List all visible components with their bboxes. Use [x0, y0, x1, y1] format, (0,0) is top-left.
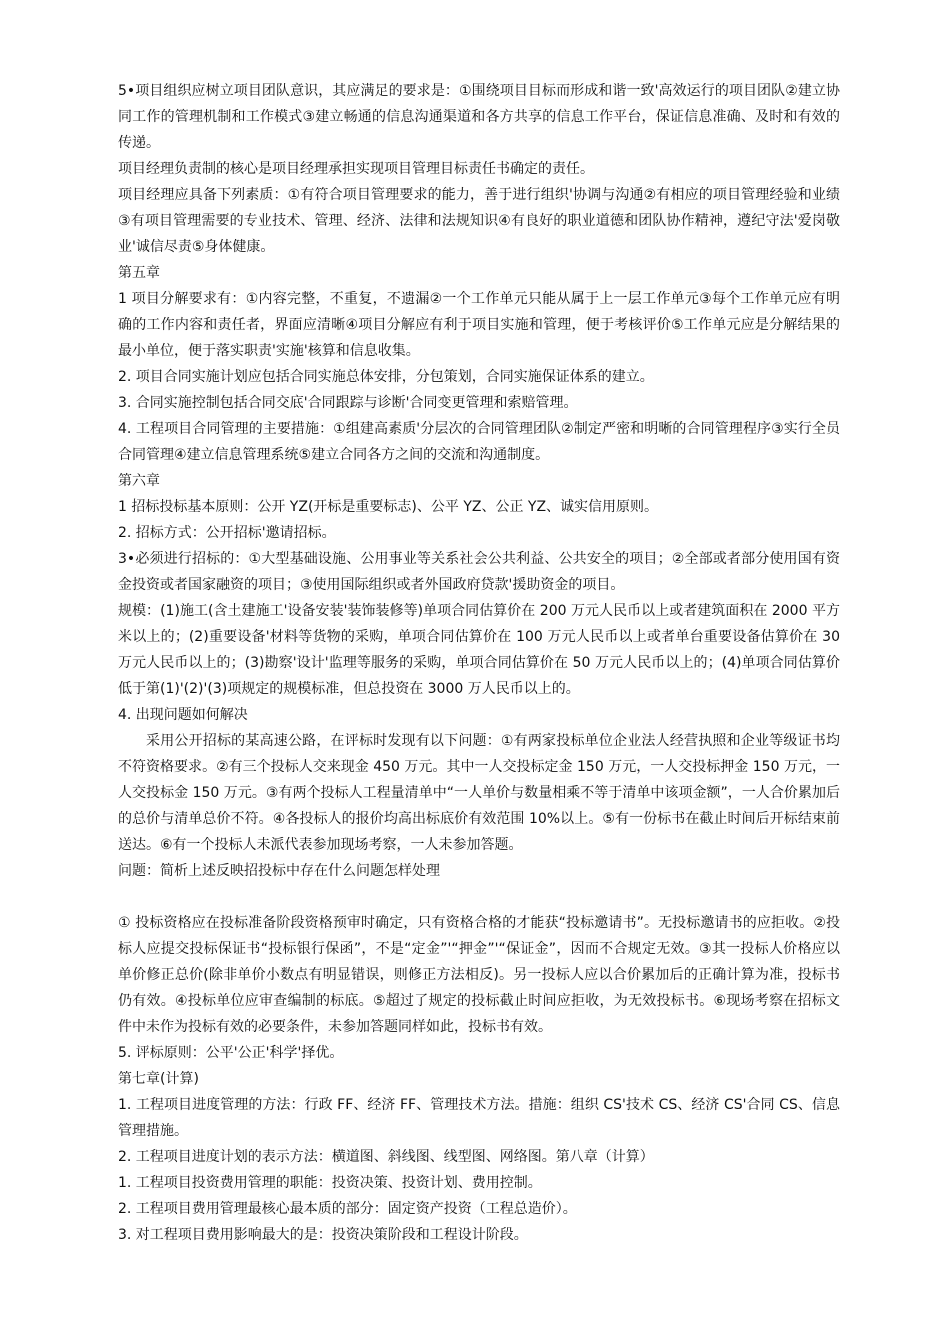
paragraph-question: 问题：简析上述反映招投标中存在什么问题怎样处理: [118, 863, 440, 879]
paragraph-cost-functions: 1. 工程项目投资费用管理的职能：投资决策、投资计划、费用控制。: [118, 1175, 542, 1191]
paragraph-bidding-principles: 1 招标投标基本原则：公开 YZ(开标是重要标志)、公平 YZ、公正 YZ、诚实信用原则。: [118, 499, 659, 515]
paragraph-team-requirements: 5•项目组织应树立项目团队意识，其应满足的要求是：①围绕项目目标而形成和谐一致'高效运行的项目团队②建立协同工作的管理机制和工作模式③建立畅通的信息沟通渠道和各方共享的信息工作平台，保证信息准确、及时和有效的传递。: [118, 83, 840, 151]
paragraph-schedule-representation: 2. 工程项目进度计划的表示方法：横道图、斜线图、线型图、网络图。第八章（计算）: [118, 1149, 654, 1165]
document-body: [118, 78, 840, 1248]
paragraph-pm-responsibility: 项目经理负责制的核心是项目经理承担实现项目管理目标责任书确定的责任。: [118, 161, 594, 177]
paragraph-case: 采用公开招标的某高速公路，在评标时发现有以下问题：①有两家投标单位企业法人经营执照和企业等级证书均不符资格要求。②有三个投标人交来现金 450 万元。其中一人交投标定金 150 万元，一人交投标押金 150 万元，一人交投标金 150 万元。③有两个投标人工程量清单中“一人单价与数量相乘不等于清单中该项金额”，一人合价累加后的总价与清单总价不符。④各投标人的报价均高出标底价有效范围 10%以上。⑤有一份标书在截止时间后开标结束前送达。⑥有一个投标人未派代表参加现场考察，一人未参加答题。: [118, 733, 840, 853]
paragraph-answer: ① 投标资格应在投标准备阶段资格预审时确定，只有资格合格的才能获“投标邀请书”。无投标邀请书的应拒收。②投标人应提交投标保证书“投标银行保函”，不是“定金”'“押金”'“保证金”，因而不合规定无效。③其一投标人价格应以单价修正总价(除非单价小数点有明显错误，则修正方法相反)。另一投标人应以合价累加后的正确计算为准，投标书仍有效。④投标单位应审查编制的标底。⑤超过了规定的投标截止时间应拒收，为无效投标书。⑥现场考察在招标文件中未作为投标有效的必要条件，未参加答题同样如此，投标书有效。: [118, 915, 840, 1035]
blank-line: [118, 884, 840, 910]
paragraph-scale: 规模：(1)施工(含土建施工'设备安装'装饰装修等)单项合同估算价在 200 万元人民币以上或者建筑面积在 2000 平方米以上的；(2)重要设备'材料等货物的采购，单项合同估算价在 100 万元人民币以上或者单台重要设备估算价在 30 万元人民币以上的；(3)勘察'设计'监理等服务的采购，单项合同估算价在 50 万元人民币以上的；(4)单项合同估算价低于第(1)'(2)'(3)项规定的规模标准，但总投资在 3000 万人民币以上的。: [118, 603, 840, 697]
paragraph-cost-core: 2. 工程项目费用管理最核心最本质的部分：固定资产投资（工程总造价）。: [118, 1201, 577, 1217]
paragraph-cost-influence: 3. 对工程项目费用影响最大的是：投资决策阶段和工程设计阶段。: [118, 1227, 528, 1243]
paragraph-schedule-methods: 1. 工程项目进度管理的方法：行政 FF、经济 FF、管理技术方法。措施：组织 CS'技术 CS、经济 CS'合同 CS、信息管理措施。: [118, 1097, 840, 1139]
paragraph-contract-plan: 2. 项目合同实施计划应包括合同实施总体安排，分包策划，合同实施保证体系的建立。: [118, 369, 654, 385]
paragraph-mandatory-bidding: 3•必须进行招标的：①大型基础设施、公用事业等关系社会公共利益、公共安全的项目；②全部或者部分使用国有资金投资或者国家融资的项目；③使用国际组织或者外国政府贷款'援助资金的项目。: [118, 551, 840, 593]
paragraph-problem-heading: 4. 出现问题如何解决: [118, 707, 248, 723]
paragraph-evaluation-principles: 5. 评标原则：公平'公正'科学'择优。: [118, 1045, 344, 1061]
paragraph-bidding-methods: 2. 招标方式：公开招标'邀请招标。: [118, 525, 336, 541]
chapter-7-heading: 第七章(计算): [118, 1071, 199, 1087]
paragraph-contract-measures: 4. 工程项目合同管理的主要措施：①组建高素质'分层次的合同管理团队②制定严密和明晰的合同管理程序③实行全员合同管理④建立信息管理系统⑤建立合同各方之间的交流和沟通制度。: [118, 421, 840, 463]
chapter-6-heading: 第六章: [118, 473, 160, 489]
paragraph-contract-control: 3. 合同实施控制包括合同交底'合同跟踪与诊断'合同变更管理和索赔管理。: [118, 395, 578, 411]
paragraph-pm-qualities: 项目经理应具备下列素质：①有符合项目管理要求的能力，善于进行组织'协调与沟通②有相应的项目管理经验和业绩③有项目管理需要的专业技术、管理、经济、法律和法规知识④有良好的职业道德和团队协作精神，遵纪守法'爱岗敬业'诚信尽责⑤身体健康。: [118, 187, 840, 255]
chapter-5-heading: 第五章: [118, 265, 160, 281]
paragraph-decomposition: 1 项目分解要求有：①内容完整，不重复，不遗漏②一个工作单元只能从属于上一层工作单元③每个工作单元应有明确的工作内容和责任者，界面应清晰④项目分解应有利于项目实施和管理，便于考核评价⑤工作单元应是分解结果的最小单位，便于落实职责'实施'核算和信息收集。: [118, 291, 840, 359]
